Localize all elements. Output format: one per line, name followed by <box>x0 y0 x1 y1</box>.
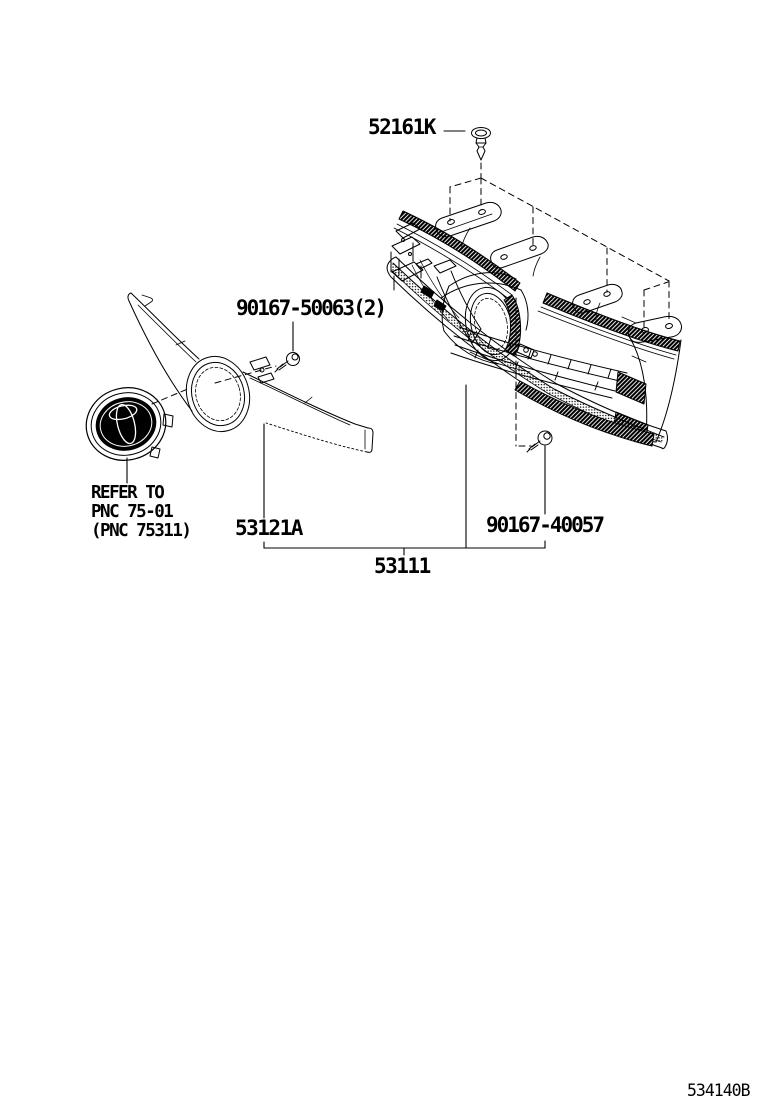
emblem-drawing <box>78 379 173 468</box>
emblem-reference-note <box>91 484 190 541</box>
part-label-screw-grille[interactable]: 90167-40057 <box>486 513 604 537</box>
part-label-grille-assembly[interactable]: 53111 <box>374 554 430 578</box>
part-label-clip[interactable]: 52161K <box>368 115 435 139</box>
part-label-screw-trim[interactable]: 90167-50063(2) <box>236 296 386 320</box>
figure-code: 534140B <box>687 1081 750 1100</box>
emblem-note-line1: REFER TO <box>91 483 164 503</box>
grille-assembly-drawing <box>387 202 682 448</box>
emblem-note-line3: (PNC 75311) <box>91 521 191 541</box>
clip-icon <box>472 128 491 161</box>
screw-icon-upper <box>275 353 300 373</box>
screw-icon-lower <box>527 431 552 452</box>
part-label-trim[interactable]: 53121A <box>235 516 302 540</box>
emblem-note-line2: PNC 75-01 <box>91 502 173 522</box>
dashed-projection-lines <box>152 163 669 446</box>
